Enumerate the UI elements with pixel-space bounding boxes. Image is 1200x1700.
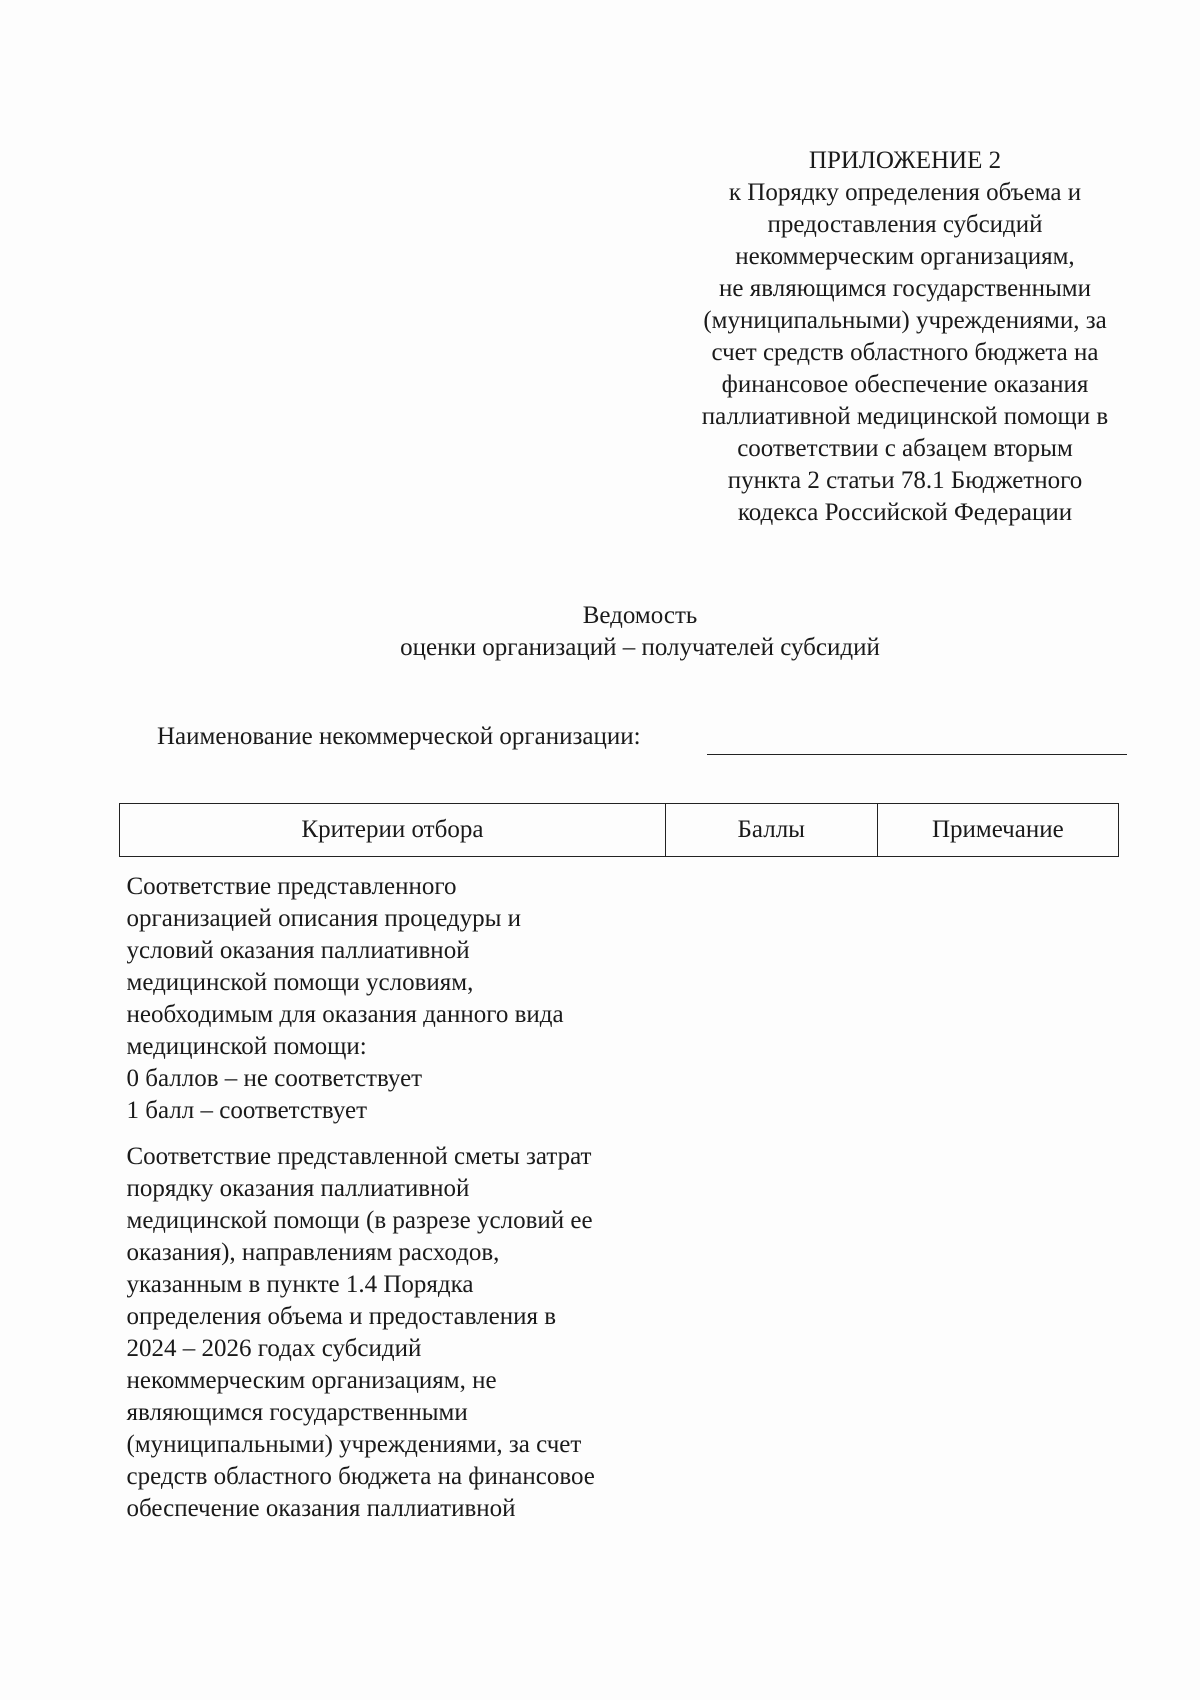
appendix-line: некоммерческим организациям, xyxy=(735,243,1075,270)
title-line-2: оценки организаций – получателей субсидий xyxy=(400,634,880,661)
note-cell[interactable] xyxy=(877,1127,1118,1525)
header-criteria: Критерии отбора xyxy=(120,804,666,857)
appendix-line: не являющимся государственными xyxy=(719,275,1091,302)
criterion-text-line: (муниципальными) учреждениями, за счет xyxy=(126,1431,582,1458)
criterion-text-line: 2024 – 2026 годах субсидий xyxy=(126,1335,422,1362)
organization-name-label: Наименование некоммерческой организации: xyxy=(157,723,641,750)
appendix-header xyxy=(670,145,1140,529)
criterion-text-line: 1 балл – соответствует xyxy=(126,1097,368,1124)
appendix-line: финансовое обеспечение оказания xyxy=(721,371,1089,398)
header-note: Примечание xyxy=(877,804,1118,857)
criterion-text-line: медицинской помощи условиям, xyxy=(126,969,474,996)
criterion-text-line: являющимся государственными xyxy=(126,1399,468,1426)
criterion-text-line: некоммерческим организациям, не xyxy=(126,1367,497,1394)
title-line-1: Ведомость xyxy=(582,602,698,629)
criterion-text-line: медицинской помощи (в разрезе условий ее xyxy=(126,1207,593,1234)
document-title xyxy=(300,600,980,664)
criterion-text-line: необходимым для оказания данного вида xyxy=(126,1001,564,1028)
organization-name-blank-line[interactable] xyxy=(707,754,1127,755)
organization-name-field xyxy=(157,720,1132,756)
score-cell[interactable] xyxy=(665,857,877,1128)
criterion-text-line: Соответствие представленного xyxy=(126,873,457,900)
criteria-cell xyxy=(120,857,666,1128)
criterion-text-line: указанным в пункте 1.4 Порядка xyxy=(126,1271,474,1298)
criterion-text-line: условий оказания паллиативной xyxy=(126,937,470,964)
table-row xyxy=(120,857,1119,1128)
appendix-title: ПРИЛОЖЕНИЕ 2 xyxy=(808,147,1002,174)
criterion-text-line: средств областного бюджета на финансовое xyxy=(126,1463,595,1490)
note-cell[interactable] xyxy=(877,857,1118,1128)
appendix-line: (муниципальными) учреждениями, за xyxy=(703,307,1107,334)
criterion-text-line: организацией описания процедуры и xyxy=(126,905,521,932)
table-row xyxy=(120,1127,1119,1525)
appendix-line: предоставления субсидий xyxy=(767,211,1043,238)
criterion-text-line: определения объема и предоставления в xyxy=(126,1303,557,1330)
criterion-text-line: 0 баллов – не соответствует xyxy=(126,1065,423,1092)
appendix-line: кодекса Российской Федерации xyxy=(737,499,1073,526)
score-cell[interactable] xyxy=(665,1127,877,1525)
criterion-text-line: порядку оказания паллиативной xyxy=(126,1175,470,1202)
criterion-2 xyxy=(120,1127,657,1525)
header-score: Баллы xyxy=(665,804,877,857)
criterion-text-line: Соответствие представленной сметы затрат xyxy=(126,1143,592,1170)
criteria-table xyxy=(119,803,1119,1525)
criterion-text-line: оказания), направлениям расходов, xyxy=(126,1239,500,1266)
appendix-line: счет средств областного бюджета на xyxy=(711,339,1099,366)
criterion-1 xyxy=(120,857,657,1127)
appendix-line: соответствии с абзацем вторым xyxy=(737,435,1073,462)
appendix-line: паллиативной медицинской помощи в xyxy=(701,403,1109,430)
appendix-line: к Порядку определения объема и xyxy=(728,179,1082,206)
criterion-text-line: медицинской помощи: xyxy=(126,1033,367,1060)
criteria-cell xyxy=(120,1127,666,1525)
table-header-row xyxy=(120,804,1119,857)
criterion-text-line: обеспечение оказания паллиативной xyxy=(126,1495,516,1522)
appendix-line: пункта 2 статьи 78.1 Бюджетного xyxy=(727,467,1083,494)
